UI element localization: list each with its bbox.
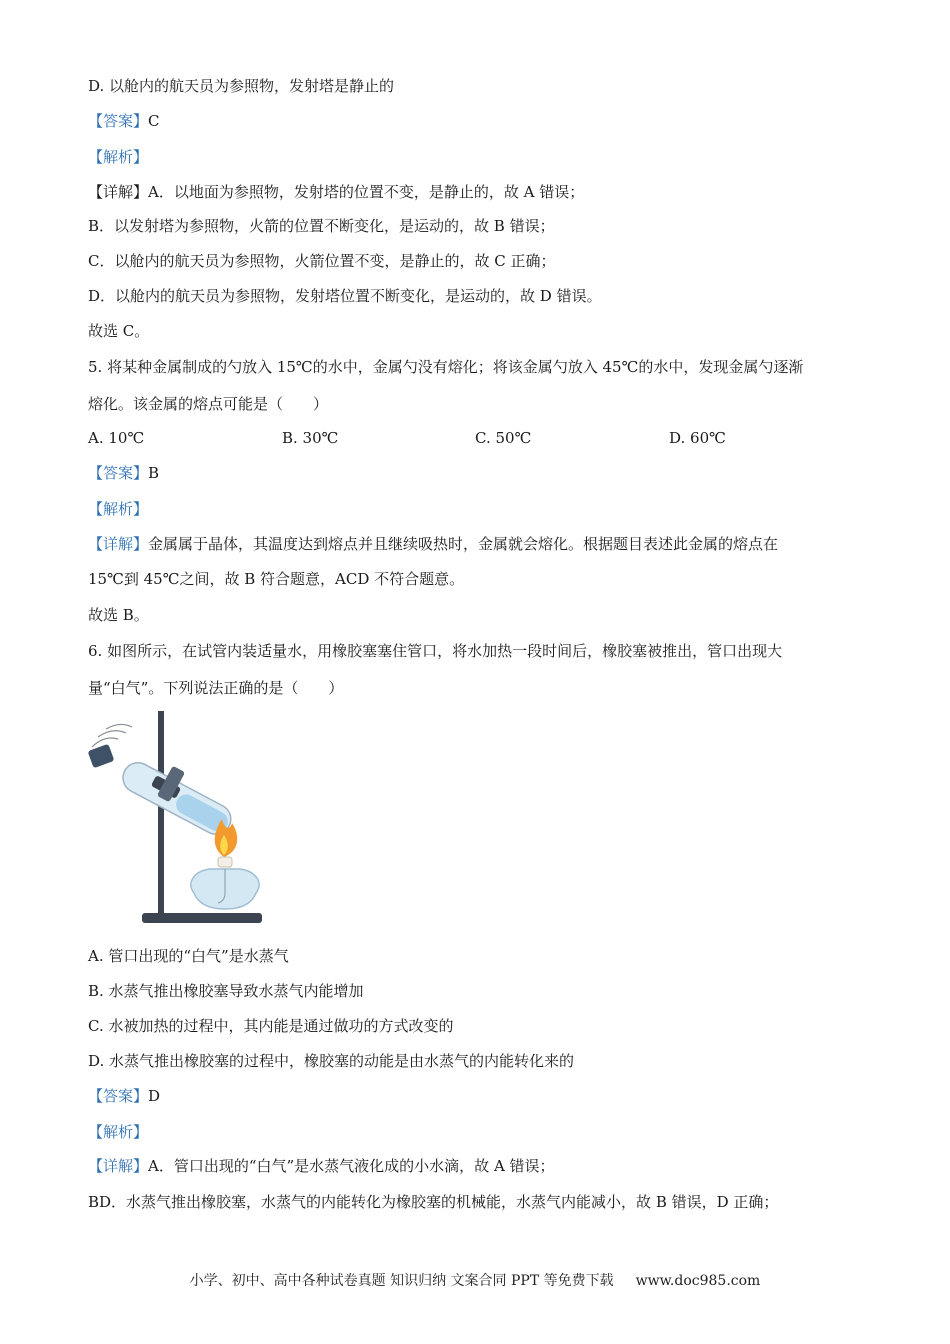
steam-line bbox=[98, 731, 126, 737]
q4-analysis-tag: 【解析】 bbox=[88, 148, 149, 166]
q5-stem-2: 熔化。该金属的熔点可能是（ ） bbox=[88, 395, 329, 413]
q6-option-d: D. 水蒸气推出橡胶塞的过程中，橡胶塞的动能是由水蒸气的内能转化来的 bbox=[88, 1052, 575, 1070]
q4-option-d: D. 以舱内的航天员为参照物，发射塔是静止的 bbox=[88, 77, 395, 95]
rubber-stopper bbox=[88, 744, 115, 768]
q5-stem-1: 5. 将某种金属制成的勺放入 15℃的水中，金属勺没有熔化；将该金属勺放入 45℃的水中，发现金属勺逐渐 bbox=[88, 358, 804, 376]
q5-answer bbox=[88, 463, 159, 483]
answer-tag: 【答案】 bbox=[88, 1087, 149, 1105]
detail-text: A．管口出现的“白气”是水蒸气液化成的小水滴，故 A 错误； bbox=[148, 1157, 555, 1175]
footer-url[interactable]: www.doc985.com bbox=[635, 1273, 761, 1289]
q5-detail-1 bbox=[88, 534, 778, 554]
q5-conclusion: 故选 B。 bbox=[88, 606, 149, 624]
q5-analysis-tag: 【解析】 bbox=[88, 500, 149, 518]
detail-text: A．以地面为参照物，发射塔的位置不变，是静止的，故 A 错误； bbox=[148, 183, 585, 201]
detail-tag: 【详解】 bbox=[88, 1157, 149, 1175]
q6-option-b: B. 水蒸气推出橡胶塞导致水蒸气内能增加 bbox=[88, 982, 364, 1000]
q5-option-d: D. 60℃ bbox=[669, 429, 726, 447]
detail-tag: 【详解】 bbox=[88, 183, 149, 201]
q6-detail-1 bbox=[88, 1156, 555, 1176]
q6-answer bbox=[88, 1086, 160, 1106]
q4-detail-2: B．以发射塔为参照物，火箭的位置不断变化，是运动的，故 B 错误； bbox=[88, 217, 555, 235]
q6-option-c: C. 水被加热的过程中，其内能是通过做功的方式改变的 bbox=[88, 1017, 454, 1035]
answer-value: D bbox=[148, 1087, 161, 1105]
answer-value: B bbox=[148, 464, 160, 482]
q6-option-a: A. 管口出现的“白气”是水蒸气 bbox=[88, 947, 289, 965]
q6-stem-2: 量“白气”。下列说法正确的是（ ） bbox=[88, 679, 344, 697]
detail-text: 金属属于晶体，其温度达到熔点并且继续吸热时，金属就会熔化。根据题目表述此金属的熔点在 bbox=[148, 535, 779, 553]
q6-analysis-tag: 【解析】 bbox=[88, 1123, 149, 1141]
q4-answer bbox=[88, 111, 160, 131]
q5-option-a: A. 10℃ bbox=[88, 429, 145, 447]
page-footer bbox=[0, 1270, 950, 1290]
burner-wick bbox=[218, 857, 232, 867]
q6-detail-2: BD．水蒸气推出橡胶塞，水蒸气的内能转化为橡胶塞的机械能，水蒸气内能减小，故 B 错误，D 正确； bbox=[88, 1193, 779, 1211]
q5-option-b: B. 30℃ bbox=[282, 429, 339, 447]
q6-stem-1: 6. 如图所示，在试管内装适量水，用橡胶塞塞住管口，将水加热一段时间后，橡胶塞被推出，管口出现大 bbox=[88, 642, 783, 660]
q4-conclusion: 故选 C。 bbox=[88, 322, 150, 340]
steam-line bbox=[106, 724, 132, 729]
stand-rod bbox=[158, 711, 164, 915]
test-tube-heating-figure bbox=[82, 707, 282, 933]
q5-detail-2: 15℃到 45℃之间，故 B 符合题意，ACD 不符合题意。 bbox=[88, 570, 465, 588]
footer-text: 小学、初中、高中各种试卷真题 知识归纳 文案合同 PPT 等免费下载 bbox=[189, 1273, 614, 1289]
q4-detail-1 bbox=[88, 182, 584, 202]
answer-tag: 【答案】 bbox=[88, 464, 149, 482]
q4-detail-4: D．以舱内的航天员为参照物，发射塔位置不断变化，是运动的，故 D 错误。 bbox=[88, 287, 602, 305]
q4-detail-3: C．以舱内的航天员为参照物，火箭位置不变，是静止的，故 C 正确； bbox=[88, 252, 556, 270]
detail-tag: 【详解】 bbox=[88, 535, 149, 553]
q5-option-c: C. 50℃ bbox=[475, 429, 532, 447]
answer-tag: 【答案】 bbox=[88, 112, 149, 130]
answer-value: C bbox=[148, 112, 160, 130]
